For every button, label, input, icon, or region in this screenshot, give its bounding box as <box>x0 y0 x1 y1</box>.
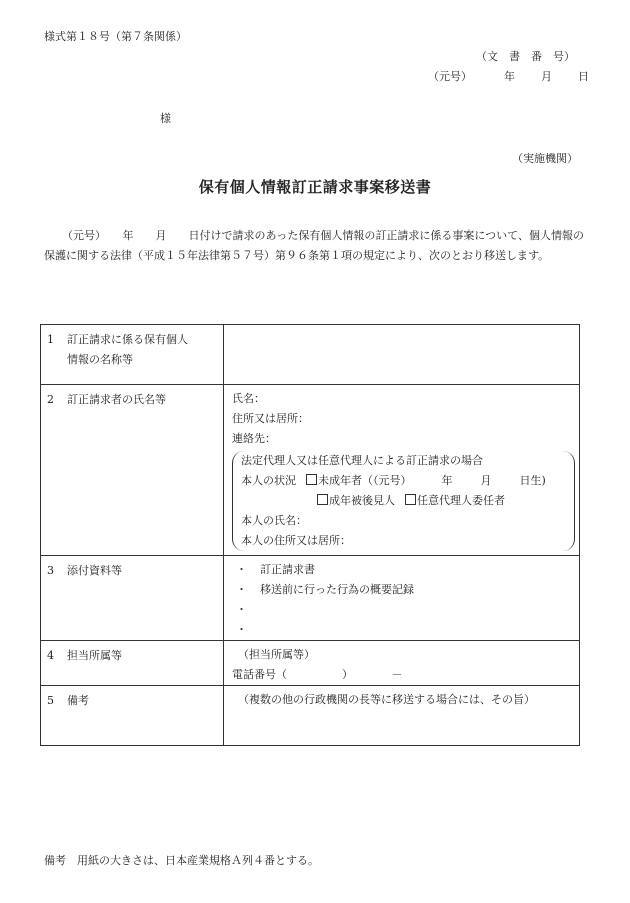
row1-label: 1 訂正請求に係る保有個人 情報の名称等 <box>41 325 224 385</box>
minor-label: 未成年者（（元号） <box>318 474 412 487</box>
transfer-details-table <box>40 324 580 746</box>
table-row <box>41 686 580 746</box>
requester-name-field[interactable]: 氏名： <box>232 392 265 405</box>
status-label: 本人の状況 <box>241 474 296 487</box>
delegator-checkbox[interactable] <box>405 494 416 505</box>
minor-birth-day: 日生) <box>519 474 546 487</box>
row2-label-text: 訂正請求者の氏名等 <box>67 393 166 406</box>
row4-label-text: 担当所属等 <box>67 649 122 662</box>
requester-contact-field[interactable]: 連絡先： <box>232 432 276 445</box>
intro-paragraph: （元号） 年 月 日付けで請求のあった保有個人情報の訂正請求に係る事案について、個人情報の保護に関する法律（平成１５年法律第５７号）第９６条第１項の規定により、次のとおり移送します。 <box>44 229 584 262</box>
proxy-heading: 法定代理人又は任意代理人による訂正請求の場合 <box>241 454 483 467</box>
table-row <box>41 641 580 686</box>
phone-field[interactable]: 電話番号（ ） － <box>232 668 403 681</box>
remarks-note: （複数の他の行政機関の長等に移送する場合には、その旨） <box>238 693 535 706</box>
issue-date <box>428 68 589 84</box>
row4-label: 4 担当所属等 <box>41 641 224 686</box>
attachment-item[interactable]: ・ <box>236 623 247 636</box>
row1-label-line2: 情報の名称等 <box>67 353 133 366</box>
row5-value[interactable] <box>224 686 580 746</box>
implementing-agency: （実施機関） <box>512 152 578 165</box>
department-field[interactable]: （担当所属等） <box>238 648 315 661</box>
row3-value <box>224 556 580 641</box>
date-month: 月 <box>541 70 552 83</box>
adult-ward-checkbox[interactable] <box>317 494 328 505</box>
principal-status-row <box>241 471 566 491</box>
row1-value[interactable] <box>224 325 580 385</box>
attachment-item[interactable]: ・ <box>236 603 247 616</box>
attachment-item[interactable]: ・ 移送前に行った行為の概要記録 <box>236 583 414 596</box>
table-row <box>41 556 580 641</box>
attachment-item[interactable]: ・ 訂正請求書 <box>236 563 315 576</box>
row3-label: 3 添付資料等 <box>41 556 224 641</box>
form-number: 様式第１８号（第７条関係） <box>44 30 187 43</box>
row5-label-text: 備考 <box>67 694 89 707</box>
minor-birth-month: 月 <box>480 474 492 487</box>
table-row <box>41 325 580 385</box>
minor-birth-year: 年 <box>441 474 453 487</box>
row2-value <box>224 385 580 556</box>
date-year: 年 <box>504 70 515 83</box>
row4-value <box>224 641 580 686</box>
date-era: （元号） <box>428 70 472 83</box>
delegator-label: 任意代理人委任者 <box>417 494 505 507</box>
principal-address-field[interactable]: 本人の住所又は居所： <box>241 534 351 547</box>
principal-name-field[interactable]: 本人の氏名： <box>241 514 307 527</box>
minor-checkbox[interactable] <box>306 474 317 485</box>
row1-label-line1: 訂正請求に係る保有個人 <box>67 333 188 346</box>
addressee-honorific: 様 <box>160 112 171 125</box>
document-title: 保有個人情報訂正請求事案移送書 <box>198 178 432 196</box>
footer-note: 備考 用紙の大きさは、日本産業規格Ａ列４番とする。 <box>44 854 319 867</box>
date-day: 日 <box>578 70 589 83</box>
row5-label: 5 備考 <box>41 686 224 746</box>
table-row <box>41 385 580 556</box>
document-number: （文 書 番 号） <box>476 50 575 63</box>
row3-label-text: 添付資料等 <box>67 564 122 577</box>
row2-label: 2 訂正請求者の氏名等 <box>41 385 224 556</box>
adult-ward-label: 成年被後見人 <box>329 494 395 507</box>
proxy-request-box <box>232 451 575 551</box>
principal-status-row-2 <box>241 491 566 511</box>
requester-address-field[interactable]: 住所又は居所： <box>232 412 309 425</box>
